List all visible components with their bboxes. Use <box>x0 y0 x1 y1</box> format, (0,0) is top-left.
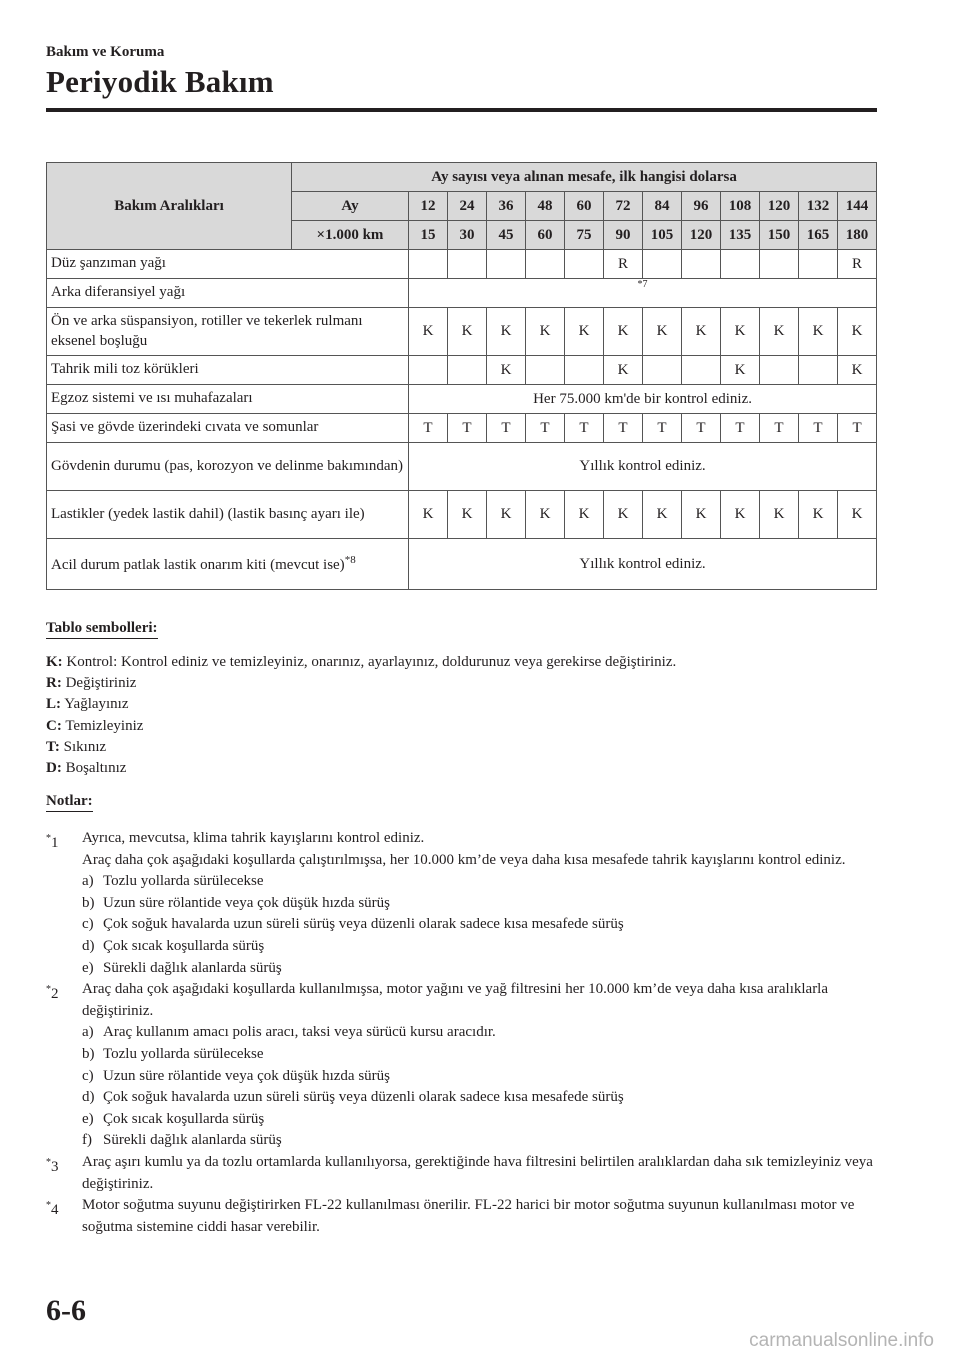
month-header: 12 <box>409 192 448 221</box>
km-header: 30 <box>448 221 487 250</box>
schedule-cell <box>448 356 487 385</box>
schedule-cell <box>487 250 526 279</box>
table-row <box>47 539 877 590</box>
schedule-cell: T <box>526 414 565 443</box>
schedule-cell: K <box>448 308 487 356</box>
schedule-cell: K <box>682 491 721 539</box>
schedule-cell: K <box>526 308 565 356</box>
km-header: 120 <box>682 221 721 250</box>
row-item-label: Lastikler (yedek lastik dahil) (lastik basınç ayarı ile) <box>47 491 409 539</box>
legend <box>46 652 676 779</box>
schedule-cell: K <box>409 491 448 539</box>
row-span-cell: Yıllık kontrol ediniz. <box>409 539 877 590</box>
schedule-cell <box>643 250 682 279</box>
schedule-cell <box>409 356 448 385</box>
table-row <box>47 308 877 356</box>
schedule-cell <box>448 250 487 279</box>
notes <box>46 828 876 1238</box>
km-header: 45 <box>487 221 526 250</box>
page-number: 6-6 <box>46 1294 86 1327</box>
schedule-cell: T <box>565 414 604 443</box>
row-item-label: Şasi ve gövde üzerindeki cıvata ve somunlar <box>47 414 409 443</box>
schedule-cell: K <box>526 491 565 539</box>
schedule-cell: T <box>604 414 643 443</box>
schedule-cell: T <box>838 414 877 443</box>
schedule-cell: K <box>448 491 487 539</box>
legend-item: C: Temizleyiniz <box>46 717 144 734</box>
schedule-cell <box>565 250 604 279</box>
month-header: 144 <box>838 192 877 221</box>
table-row <box>47 491 877 539</box>
schedule-cell: K <box>838 308 877 356</box>
schedule-cell: K <box>604 491 643 539</box>
section-label: Bakım ve Koruma <box>46 44 165 60</box>
row-item-label: Gövdenin durumu (pas, korozyon ve delinme bakımından) <box>47 443 409 491</box>
note-2: *2 Araç daha çok aşağıdaki koşullarda kullanılmışsa, motor yağını ve yağ filtresini her 10.000 km’de veya daha kısa aralıklarla değiştiriniz. a) Araç kullanım amacı polis aracı, taksi veya sürücü kursu aracıdır. b) Tozlu yollarda sürülecekse c) Uzun süre rölantide veya çok düşük hızda sürüş d) Çok soğuk havalarda uzun süreli sürüş veya düzenli olarak sadece kısa mesafede sürüş e) Çok sıcak koşullarda sürüş f) Sürekli dağlık alanlarda sürüş <box>46 981 829 1149</box>
watermark: carmanualsonline.info <box>749 1330 934 1351</box>
table-row <box>47 250 877 279</box>
km-header: 75 <box>565 221 604 250</box>
schedule-cell: K <box>760 308 799 356</box>
km-header: 105 <box>643 221 682 250</box>
schedule-cell: K <box>721 308 760 356</box>
month-header: 108 <box>721 192 760 221</box>
km-label: ×1.000 km <box>292 221 409 250</box>
month-header: 132 <box>799 192 838 221</box>
schedule-cell <box>799 250 838 279</box>
schedule-cell: K <box>721 356 760 385</box>
schedule-cell: K <box>565 491 604 539</box>
schedule-cell <box>682 250 721 279</box>
schedule-cell <box>760 356 799 385</box>
schedule-cell: K <box>487 308 526 356</box>
schedule-cell: K <box>799 491 838 539</box>
footnote-marker: *8 <box>344 553 356 566</box>
table-row <box>47 443 877 491</box>
row-item-label: Düz şanzıman yağı <box>47 250 409 279</box>
row-item-label: Ön ve arka süspansiyon, rotiller ve tekerlek rulmanı eksenel boşluğu <box>47 308 409 356</box>
table-row <box>47 385 877 414</box>
page-title: Periyodik Bakım <box>46 64 274 99</box>
note-3: *3 Araç aşırı kumlu ya da tozlu ortamlarda kullanılıyorsa, gerektiğinde hava filtresini belirtilen aralıklardan daha sık temizleyiniz veya değiştiriniz. <box>46 1153 873 1192</box>
row-item-label: Acil durum patlak lastik onarım kiti (mevcut ise)$^{*8}$ <box>47 539 409 590</box>
legend-item: T: Sıkınız <box>46 738 107 755</box>
km-header: 165 <box>799 221 838 250</box>
km-header: 150 <box>760 221 799 250</box>
legend-title: Tablo sembolleri: <box>46 620 158 639</box>
table-row <box>47 356 877 385</box>
row-span-cell: *7 <box>409 279 877 308</box>
schedule-cell: T <box>643 414 682 443</box>
month-header: 48 <box>526 192 565 221</box>
schedule-cell: T <box>760 414 799 443</box>
schedule-cell: T <box>448 414 487 443</box>
schedule-cell: K <box>409 308 448 356</box>
month-header: 120 <box>760 192 799 221</box>
legend-item: D: Boşaltınız <box>46 760 127 777</box>
schedule-cell: K <box>643 491 682 539</box>
month-header: 96 <box>682 192 721 221</box>
schedule-cell <box>721 250 760 279</box>
notes-title: Notlar: <box>46 793 93 812</box>
month-header: 84 <box>643 192 682 221</box>
schedule-cell <box>682 356 721 385</box>
month-header: 36 <box>487 192 526 221</box>
note-1: *1 Ayrıca, mevcutsa, klima tahrik kayışlarını kontrol ediniz. Araç daha çok aşağıdaki koşullarda çalıştırılmışsa, her 10.000 km’de veya daha kısa mesafede tahrik kayışlarını kontrol ediniz. a) Tozlu yollarda sürülecekse b) Uzun süre rölantide veya çok düşük hızda sürüş c) Çok soğuk havalarda uzun süreli sürüş veya düzenli olarak sadece kısa mesafede sürüş d) Çok sıcak koşullarda sürüş e) Sürekli dağlık alanlarda sürüş <box>46 830 846 976</box>
schedule-cell: K <box>721 491 760 539</box>
schedule-cell <box>760 250 799 279</box>
schedule-cell <box>799 356 838 385</box>
km-header: 15 <box>409 221 448 250</box>
row-item-label: Arka diferansiyel yağı <box>47 279 409 308</box>
schedule-cell <box>526 250 565 279</box>
schedule-cell <box>526 356 565 385</box>
legend-item: K: Kontrol: Kontrol ediniz ve temizleyiniz, onarınız, ayarlayınız, doldurunuz veya gerekirse değiştiriniz. <box>46 654 677 670</box>
row-item-label: Tahrik mili toz körükleri <box>47 356 409 385</box>
schedule-cell: K <box>487 356 526 385</box>
km-header: 180 <box>838 221 877 250</box>
km-header: 60 <box>526 221 565 250</box>
schedule-cell: K <box>643 308 682 356</box>
schedule-cell <box>409 250 448 279</box>
table-row <box>47 279 877 308</box>
schedule-cell: K <box>604 308 643 356</box>
schedule-cell: K <box>604 356 643 385</box>
row-span-cell: Yıllık kontrol ediniz. <box>409 443 877 491</box>
legend-item: L: Yağlayınız <box>46 696 129 713</box>
months-label: Ay <box>292 192 409 221</box>
row-span-cell: Her 75.000 km'de bir kontrol ediniz. <box>409 385 877 414</box>
table-span-header: Ay sayısı veya alınan mesafe, ilk hangisi dolarsa <box>292 163 877 192</box>
schedule-cell: K <box>838 356 877 385</box>
schedule-cell: T <box>721 414 760 443</box>
schedule-cell: T <box>409 414 448 443</box>
note-4: *4 Motor soğutma suyunu değiştirirken FL-22 kullanılması önerilir. FL-22 harici bir motor soğutma suyunun kullanılması motor ve soğutma sistemine ciddi hasar verebilir. <box>46 1197 855 1235</box>
month-header: 24 <box>448 192 487 221</box>
title-divider <box>46 108 877 112</box>
km-header: 135 <box>721 221 760 250</box>
schedule-cell <box>565 356 604 385</box>
table-row <box>47 414 877 443</box>
schedule-cell: T <box>487 414 526 443</box>
month-header: 60 <box>565 192 604 221</box>
schedule-cell: R <box>604 250 643 279</box>
schedule-cell: K <box>838 491 877 539</box>
schedule-cell: K <box>682 308 721 356</box>
schedule-cell: T <box>799 414 838 443</box>
schedule-cell: R <box>838 250 877 279</box>
month-header: 72 <box>604 192 643 221</box>
maintenance-schedule-table <box>46 162 877 590</box>
km-header: 90 <box>604 221 643 250</box>
row-item-label: Egzoz sistemi ve ısı muhafazaları <box>47 385 409 414</box>
schedule-cell: K <box>487 491 526 539</box>
schedule-cell: T <box>682 414 721 443</box>
schedule-cell <box>643 356 682 385</box>
schedule-cell: K <box>760 491 799 539</box>
legend-item: R: Değiştiriniz <box>46 675 137 692</box>
schedule-cell: K <box>799 308 838 356</box>
table-corner-header: Bakım Aralıkları <box>47 163 292 250</box>
schedule-cell: K <box>565 308 604 356</box>
